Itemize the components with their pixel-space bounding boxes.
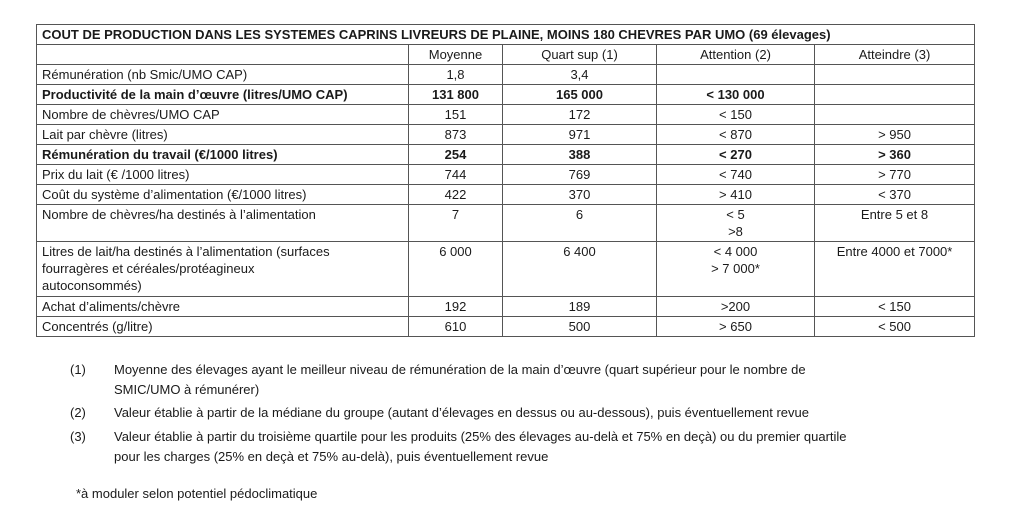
table-row	[37, 242, 975, 297]
cell-attention	[657, 105, 815, 125]
note-item	[70, 360, 970, 400]
row-label: Nombre de chèvres/ha destinés à l’alimentation	[37, 205, 409, 242]
cell-attention-line: < 150	[719, 107, 752, 122]
cell-atteindre: > 770	[815, 165, 975, 185]
cell-atteindre	[815, 105, 975, 125]
cell-attention-line: < 870	[719, 127, 752, 142]
cell-quart-sup: 388	[503, 145, 657, 165]
cell-moyenne: 7	[409, 205, 503, 242]
row-label: Prix du lait (€ /1000 litres)	[37, 165, 409, 185]
note-number: (2)	[70, 405, 86, 420]
cell-quart-sup: 769	[503, 165, 657, 185]
cell-quart-sup: 165 000	[503, 85, 657, 105]
cell-moyenne: 873	[409, 125, 503, 145]
note-text-line: pour les charges (25% en deçà et 75% au-delà), puis éventuellement revue	[114, 449, 549, 464]
row-label: Rémunération du travail (€/1000 litres)	[37, 145, 409, 165]
table-row	[37, 297, 975, 317]
cell-attention	[657, 85, 815, 105]
cell-attention	[657, 205, 815, 242]
table-row	[37, 65, 975, 85]
cell-quart-sup: 370	[503, 185, 657, 205]
header-empty-cell	[37, 45, 409, 65]
table-row	[37, 317, 975, 337]
note-text-line: Valeur établie à partir du troisième quartile pour les produits (25% des élevages au-delà et 75% en deçà) ou du premier quartile	[114, 429, 847, 444]
cell-attention-line: > 410	[719, 187, 752, 202]
footnote: *à moduler selon potentiel pédoclimatique	[76, 486, 318, 501]
cell-atteindre: > 950	[815, 125, 975, 145]
header-atteindre: Atteindre (3)	[815, 45, 975, 65]
row-label-line: Litres de lait/ha destinés à l’alimentation (surfaces	[42, 244, 330, 259]
note-number: (1)	[70, 362, 86, 377]
cell-moyenne: 1,8	[409, 65, 503, 85]
cell-moyenne: 131 800	[409, 85, 503, 105]
row-label: Productivité de la main d’œuvre (litres/UMO CAP)	[37, 85, 409, 105]
cell-quart-sup: 172	[503, 105, 657, 125]
header-quart-sup: Quart sup (1)	[503, 45, 657, 65]
production-cost-table	[36, 24, 975, 337]
cell-quart-sup: 971	[503, 125, 657, 145]
cell-attention	[657, 242, 815, 297]
cell-attention	[657, 145, 815, 165]
table-header-row	[37, 45, 975, 65]
cell-atteindre	[815, 65, 975, 85]
cell-quart-sup: 6 400	[503, 242, 657, 297]
cell-attention-line: > 7 000*	[711, 261, 760, 276]
cell-atteindre: Entre 4000 et 7000*	[815, 242, 975, 297]
cell-quart-sup: 189	[503, 297, 657, 317]
row-label: Concentrés (g/litre)	[37, 317, 409, 337]
cell-atteindre: < 500	[815, 317, 975, 337]
cell-moyenne: 422	[409, 185, 503, 205]
table-row	[37, 185, 975, 205]
cell-moyenne: 6 000	[409, 242, 503, 297]
cell-atteindre: > 360	[815, 145, 975, 165]
cell-attention	[657, 297, 815, 317]
cell-moyenne: 610	[409, 317, 503, 337]
cell-moyenne: 254	[409, 145, 503, 165]
cell-attention-line: < 130 000	[706, 87, 765, 102]
cell-attention-line: < 270	[719, 147, 752, 162]
table-row	[37, 205, 975, 242]
cell-moyenne: 151	[409, 105, 503, 125]
cell-attention	[657, 65, 815, 85]
cell-attention-line: < 740	[719, 167, 752, 182]
row-label: Nombre de chèvres/UMO CAP	[37, 105, 409, 125]
cell-attention	[657, 125, 815, 145]
cell-atteindre: Entre 5 et 8	[815, 205, 975, 242]
cell-atteindre	[815, 85, 975, 105]
cell-quart-sup: 500	[503, 317, 657, 337]
cell-attention-line: < 4 000	[713, 244, 758, 259]
cell-attention-line: >8	[728, 224, 743, 239]
cell-attention-line: >200	[720, 299, 751, 314]
cell-moyenne: 192	[409, 297, 503, 317]
cell-quart-sup: 6	[503, 205, 657, 242]
cell-attention-line: > 650	[719, 319, 752, 334]
row-label: Achat d’aliments/chèvre	[37, 297, 409, 317]
row-label-line: fourragères et céréales/protéagineux	[42, 261, 255, 276]
note-text-line: SMIC/UMO à rémunérer)	[114, 382, 260, 397]
notes-list	[70, 360, 970, 471]
row-label: Coût du système d’alimentation (€/1000 litres)	[37, 185, 409, 205]
table-row	[37, 145, 975, 165]
row-label	[37, 242, 409, 297]
header-attention: Attention (2)	[657, 45, 815, 65]
table-title: COUT DE PRODUCTION DANS LES SYSTEMES CAPRINS LIVREURS DE PLAINE, MOINS 180 CHEVRES PAR UMO (69 élevages)	[37, 25, 975, 45]
cell-quart-sup: 3,4	[503, 65, 657, 85]
row-label-line: autoconsommés)	[42, 278, 142, 293]
table-row	[37, 85, 975, 105]
note-text-line: Valeur établie à partir de la médiane du groupe (autant d’élevages en dessus ou au-dessous), puis éventuellement revue	[114, 405, 809, 420]
cell-attention	[657, 185, 815, 205]
row-label: Rémunération (nb Smic/UMO CAP)	[37, 65, 409, 85]
row-label: Lait par chèvre (litres)	[37, 125, 409, 145]
cell-atteindre: < 370	[815, 185, 975, 205]
cell-atteindre: < 150	[815, 297, 975, 317]
cell-attention	[657, 165, 815, 185]
note-text-line: Moyenne des élevages ayant le meilleur niveau de rémunération de la main d’œuvre (quart supérieur pour le nombre de	[114, 362, 806, 377]
cell-moyenne: 744	[409, 165, 503, 185]
header-moyenne: Moyenne	[409, 45, 503, 65]
table-row	[37, 165, 975, 185]
cell-attention-line: < 5	[726, 207, 745, 222]
cell-attention	[657, 317, 815, 337]
note-number: (3)	[70, 429, 86, 444]
table-row	[37, 125, 975, 145]
note-item	[70, 427, 970, 467]
table-title-row	[37, 25, 975, 45]
note-item	[70, 403, 970, 423]
table-row	[37, 105, 975, 125]
